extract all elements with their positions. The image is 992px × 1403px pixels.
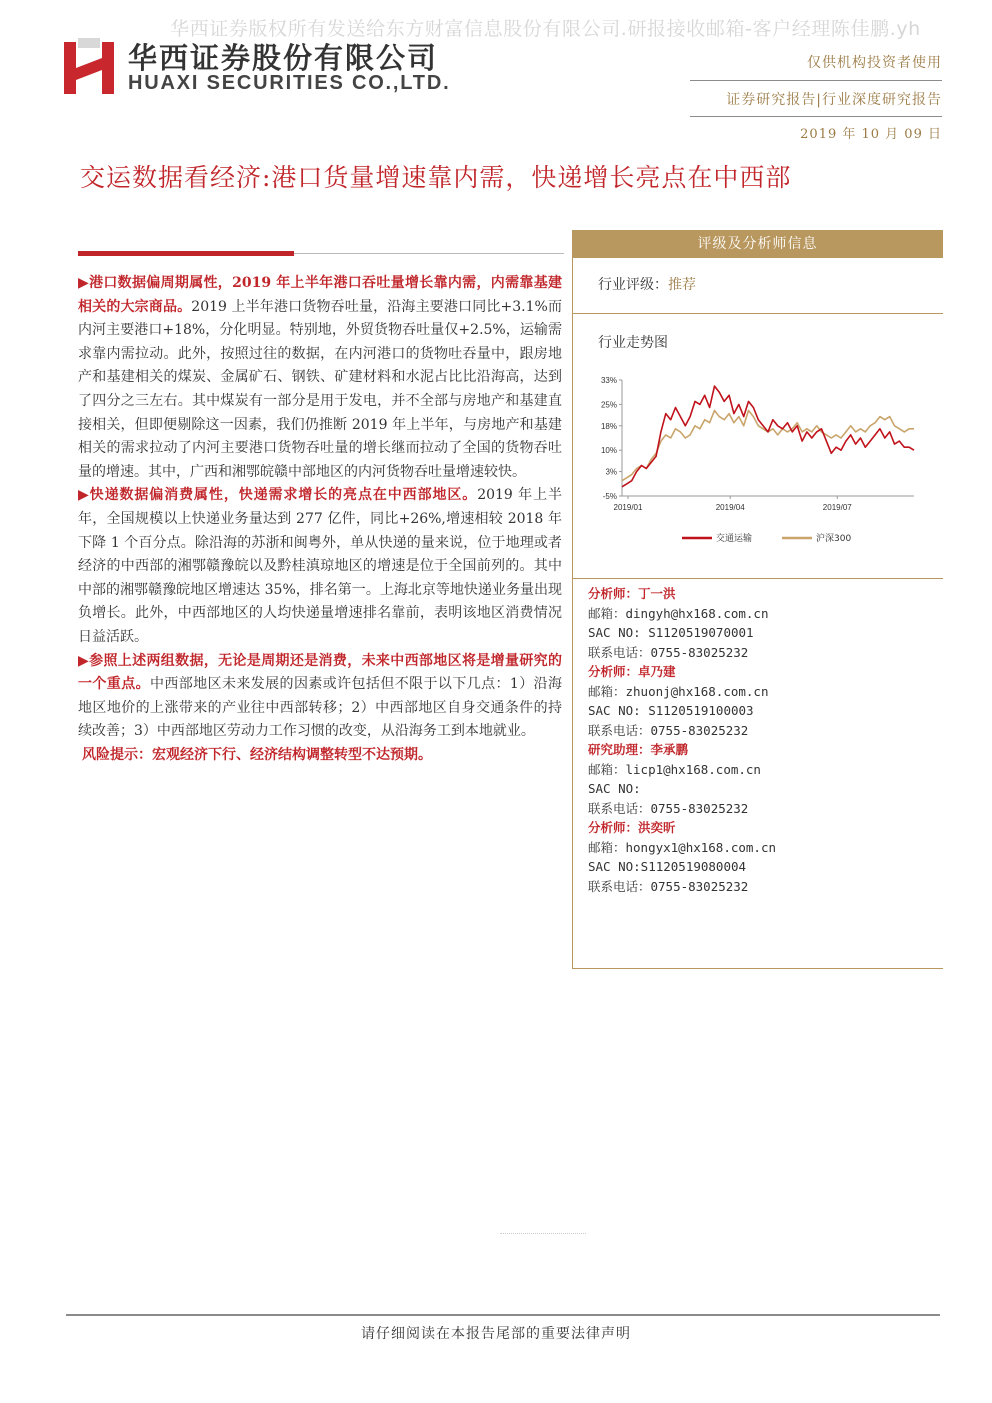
divider: [690, 116, 942, 117]
section-bar: [78, 251, 294, 256]
paragraph-heading: ▶参照上述两组数据，无论是周期还是消费，未来中西部地区将是增量研究的一个重点。: [78, 652, 562, 693]
analyst-email: 邮箱：hongyx1@hx168.com.cn: [588, 839, 777, 855]
analyst-sac: SAC NO:: [588, 781, 641, 796]
sidebar-divider: [573, 578, 943, 579]
company-name-cn: 华西证券股份有限公司: [128, 41, 439, 75]
industry-trend-chart: [592, 366, 932, 556]
paragraph-express: [78, 484, 562, 649]
company-name-en: HUAXI SECURITIES CO.,LTD.: [128, 72, 451, 94]
analyst-phone: 联系电话：0755-83025232: [588, 800, 749, 816]
analyst-phone: 联系电话：0755-83025232: [588, 722, 749, 738]
sidebar-header: 评级及分析师信息: [572, 230, 943, 258]
analyst-email: 邮箱：licp1@hx168.com.cn: [588, 761, 761, 777]
analyst-sac: SAC NO: S1120519070001: [588, 625, 754, 640]
y-tick-label: 25%: [600, 400, 617, 410]
dotted-mark: [500, 1233, 586, 1235]
y-tick-label: 10%: [600, 446, 617, 456]
analyst-name-row: 分析师：洪奕昕: [588, 820, 676, 835]
report-title: 交运数据看经济:港口货量增速靠内需，快递增长亮点在中西部: [80, 163, 792, 192]
paragraph-outlook: [78, 650, 562, 744]
report-summary: [78, 272, 562, 767]
audience-note: 仅供机构投资者使用: [807, 55, 942, 71]
trend-label: 行业走势图: [598, 335, 668, 351]
company-logo: [64, 38, 114, 94]
x-tick-label: 2019/07: [822, 503, 852, 512]
section-rule: [294, 253, 564, 254]
rating-label: 行业评级：: [598, 277, 668, 293]
analyst-phone: 联系电话：0755-83025232: [588, 644, 749, 660]
paragraph-text: 2019 上半年港口货物吞吐量，沿海主要港口同比+3.1%而内河主要港口+18%，分化明显。特别地，外贸货物吞吐量仅+2.5%，运输需求靠内需拉动。此外，按照过往的数据，在内河港口的货物吐吞量中，跟房地产和基建相关的煤炭、金属矿石、钢铁、矿建材料和水泥占比比沿海高，达到了四分之三左右。其中煤炭有一部分是用于发电，并不全部与房地产和基建直接相关，但即便剔除这一因素，我们仍推断 2019 年上半年，与房地产和基建相关的需求拉动了内河主要港口货物吞吐量的增长继而拉动了全国的货物吞吐量的增速。其中，广西和湘鄂皖赣中部地区的内河货物吞吐量增速较快。: [78, 298, 562, 480]
paragraph-heading: ▶快递数据偏消费属性，快递需求增长的亮点在中西部地区。: [78, 487, 478, 504]
footer-rule: [66, 1314, 940, 1316]
analyst-sac: SAC NO: S1120519100003: [588, 703, 754, 718]
y-tick-label: -5%: [602, 492, 617, 501]
analyst-name-row: 分析师：卓乃建: [588, 664, 676, 679]
divider: [690, 80, 942, 81]
x-tick-label: 2019/04: [715, 503, 745, 512]
analyst-email: 邮箱：zhuonj@hx168.com.cn: [588, 683, 769, 699]
rating-value: 推荐: [668, 277, 696, 293]
legend-label: 交通运输: [716, 534, 753, 544]
paragraph-heading: ▶港口数据偏周期属性，2019 年上半年港口吞吐量增长靠内需，内需靠基建相关的大宗商品。: [78, 275, 562, 315]
paragraph-port: [78, 272, 562, 484]
y-tick-label: 3%: [605, 467, 617, 477]
sidebar-divider: [573, 313, 943, 314]
series-line-csi300: [622, 411, 914, 481]
risk-warning: 风险提示：宏观经济下行、经济结构调整转型不达预期。: [82, 746, 432, 763]
analyst-email: 邮箱：dingyh@hx168.com.cn: [588, 605, 769, 621]
watermark: 华西证券版权所有发送给东方财富信息股份有限公司.研报接收邮箱-客户经理陈佳鹏.yh: [170, 18, 921, 40]
analyst-list: [588, 584, 938, 896]
legal-notice: 请仔细阅读在本报告尾部的重要法律声明: [361, 1326, 631, 1342]
x-tick-label: 2019/01: [613, 503, 643, 512]
report-type: 证券研究报告|行业深度研究报告: [726, 92, 942, 108]
analyst-phone: 联系电话：0755-83025232: [588, 878, 749, 894]
analyst-name-row: 研究助理：李承鹏: [588, 742, 689, 757]
legend-label: 沪深300: [816, 534, 852, 544]
report-date: 2019 年 10 月 09 日: [800, 127, 942, 142]
analyst-name-row: 分析师：丁一洪: [588, 586, 676, 601]
series-line-transport: [622, 386, 914, 487]
paragraph-text: 中西部地区未来发展的因素或许包括但不限于以下几点：1）沿海地区地价的上涨带来的产业往中西部转移；2）中西部地区自身交通条件的持续改善；3）中西部地区劳动力工作习惯的改变，从沿海务工到本地就业。: [78, 676, 562, 740]
analyst-sac: SAC NO:S1120519080004: [588, 859, 747, 874]
paragraph-text: 2019 年上半年，全国规模以上快递业务量达到 277 亿件，同比+26%,增速相较 2018 年下降 1 个百分点。除沿海的苏浙和闽粤外，单从快递的量来说，位于地理或者经济的中西部的湘鄂赣豫皖以及黔桂滇琼地区的增速是位于全国前列的。其中中部的湘鄂赣豫皖地区增速达 35%，排名第一。上海北京等地快递业务量出现负增长。此外，中西部地区的人均快递量增速排名靠前，表明该地区消费情况日益活跃。: [78, 487, 562, 645]
y-tick-label: 33%: [600, 376, 617, 385]
industry-rating: [598, 274, 696, 294]
y-tick-label: 18%: [600, 421, 617, 431]
